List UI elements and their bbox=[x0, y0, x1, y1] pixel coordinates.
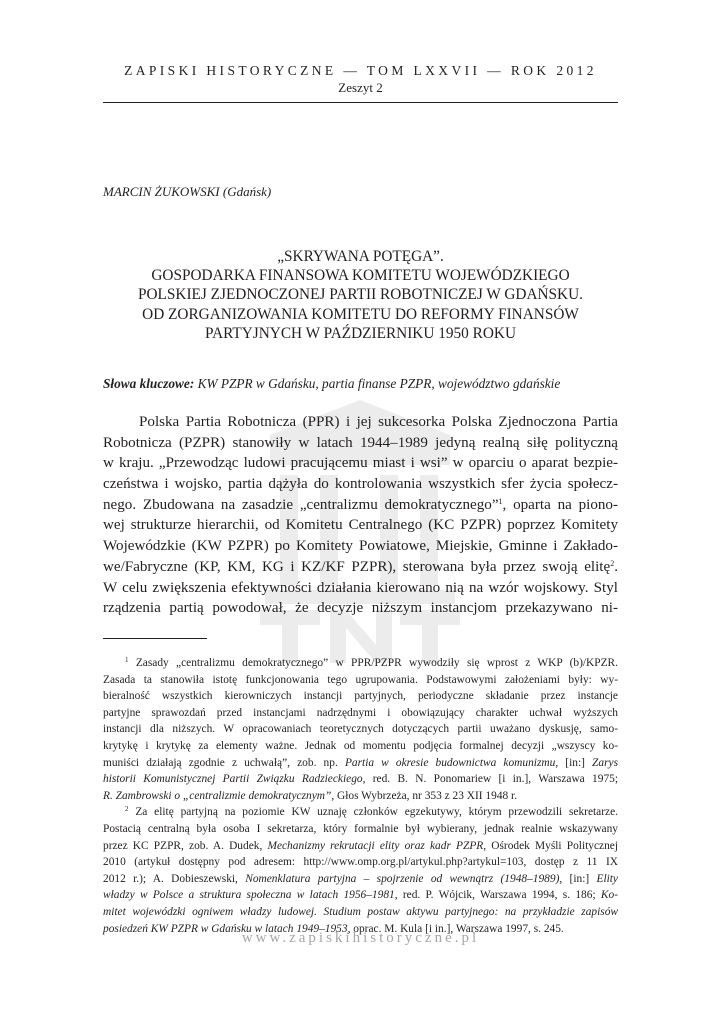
title-line: OD ZORGANIZOWANIA KOMITETU DO REFORMY FINANSÓW bbox=[142, 305, 579, 323]
footnote-2-marker: 2 bbox=[125, 805, 129, 814]
footnote-title: mitet wojewódzki ogniwem władzy ludowej. Studium postaw aktywu partyjnego: na przykładzie zapisów bbox=[103, 905, 618, 918]
footnote-1-line bbox=[103, 755, 618, 772]
footnote-1-line: bieralność wszystkich kierowniczych instancji partyjnych, periodyczne składanie przez instancje bbox=[103, 690, 618, 703]
footnote-title: Elity bbox=[596, 872, 618, 885]
footnote-title: Zarys bbox=[592, 756, 618, 769]
footnote-title: Partia w okresie budownictwa komunizmu bbox=[344, 756, 556, 769]
footnote-text: oprac. M. Kula [i in.], Warszawa 1997, s. 245. bbox=[350, 922, 564, 935]
footnote-2-line: 2010 (artykuł dostępny pod adresem: http://www.omp.org.pl/artykul.php?artykul=103, dostęp z 11 IX bbox=[103, 856, 618, 869]
keywords bbox=[103, 376, 618, 392]
footnote-2-line bbox=[103, 887, 618, 904]
body-line-tail: . bbox=[614, 558, 618, 575]
body-line: W celu zwiększenia efektywności działania kierowano nią na wzór wojskowy. Styl bbox=[103, 579, 618, 596]
body-line-text: we/Fabryczne (KP, KM, KG i KZ/KF PZPR), sterowana była przez swoją elitę bbox=[103, 558, 611, 575]
article-title bbox=[103, 247, 618, 343]
footnote-1-line: partyjne sprawozdań przed instancjami nadrzędnymi i obowiązujący charakter uchwał wyższych bbox=[103, 706, 618, 719]
title-line: GOSPODARKA FINANSOWA KOMITETU WOJEWÓDZKIEGO bbox=[151, 267, 570, 285]
body-line: wej strukturze hierarchii, od Komitetu Centralnego (KC PZPR) poprzez Komitety bbox=[103, 517, 618, 534]
body-line: rządzenia partią powodował, że decyzje niższym instancjom przekazywano ni- bbox=[103, 600, 618, 617]
footnote-text: Zasady „centralizmu demokratycznego” w PPR/PZPR wywodziły się wprost z WKP (b)/KPZR. bbox=[135, 657, 619, 669]
body-line bbox=[103, 557, 618, 578]
footnote-1-line: krytykę i krytykę za elementy ważne. Jednak od momentu podjęcia formalnej decyzji „wszyscy ko- bbox=[103, 739, 618, 752]
header-rule bbox=[103, 102, 618, 103]
footnote-1-line bbox=[103, 655, 618, 672]
footnote-1-marker: 1 bbox=[125, 656, 129, 664]
footnote-text: , red. P. Wójcik, Warszawa 1994, s. 186; bbox=[394, 889, 601, 902]
footnote-1-line bbox=[103, 771, 618, 788]
title-line: „SKRYWANA POTĘGA”. bbox=[277, 248, 444, 265]
body-line: Robotnicza (PZPR) stanowiły w latach 1944–1989 jedyną realną siłę polityczną bbox=[103, 434, 618, 451]
footnote-text: przez KC PZPR, zob. A. Dudek, bbox=[103, 839, 268, 852]
footnote-2-line: Postacią centralną była osoba I sekretarza, który formalnie był wybierany, jednak realnie wskazywany bbox=[103, 822, 618, 835]
body-line bbox=[103, 495, 618, 516]
footnote-2-line bbox=[103, 904, 618, 921]
body-line: Polska Partia Robotnicza (PPR) i jej sukcesorka Polska Zjednoczona Partia bbox=[139, 414, 618, 430]
footnote-text: muniści działają zgodnie z uchwałą”, zob. np. bbox=[103, 756, 345, 769]
journal-header: ZAPISKI HISTORYCZNE — TOM LXXVII — ROK 2012 bbox=[124, 63, 597, 78]
footnote-text: , [in:] bbox=[559, 872, 597, 885]
footnote-text: , Ośrodek Myśli Politycznej bbox=[483, 839, 618, 852]
footnote-text: , [in:] bbox=[555, 756, 593, 769]
footnote-2-line bbox=[103, 871, 618, 888]
footnotes bbox=[103, 655, 618, 937]
footnote-text: Za elitę partyjną na poziomie KW uznaję członków egzekutywy, którym przewodzili sekretarze. bbox=[135, 806, 618, 819]
footnote-1-line bbox=[103, 788, 618, 805]
footnote-title: Ko- bbox=[600, 889, 618, 902]
footnote-rule bbox=[103, 638, 207, 639]
footnote-title: Nomenklatura partyjna – spojrzenie od wewnątrz (1948–1989) bbox=[245, 872, 560, 885]
website-url[interactable]: www.zapiskihistoryczne.pl bbox=[241, 930, 480, 946]
body-line-text: nego. Zbudowana na zasadzie „centralizmu demokratycznego” bbox=[103, 496, 499, 513]
footnote-ref-1[interactable]: 1 bbox=[498, 496, 503, 506]
footnote-title: Mechanizmy rekrutacji elity oraz kadr PZPR bbox=[267, 839, 484, 852]
keywords-label: Słowa kluczowe: bbox=[103, 376, 195, 391]
footnote-ref-2[interactable]: 2 bbox=[610, 558, 615, 568]
footnote-1-line: Zasada ta stanowiła istotę funkcjonowania tego ugrupowania. Podstawowymi założeniami były: wy- bbox=[103, 673, 618, 686]
footnote-2-line bbox=[103, 804, 618, 821]
footnote-title: posiedzeń KW PZPR w Gdańsku w latach 1949–1953, bbox=[103, 922, 351, 935]
footnote-title: historii Komunistycznej Partii Związku Radzieckiego bbox=[103, 773, 363, 786]
title-line: PARTYJNYCH W PAŹDZIERNIKU 1950 ROKU bbox=[204, 324, 516, 342]
footnote-2-line bbox=[103, 838, 618, 855]
article-author: MARCIN ŻUKOWSKI (Gdańsk) bbox=[103, 184, 272, 199]
title-line: POLSKIEJ ZJEDNOCZONEJ PARTII ROBOTNICZEJ W GDAŃSKU. bbox=[138, 286, 583, 304]
footnote-title: władzy w Polsce a struktura społeczna w latach 1956–1981 bbox=[103, 889, 395, 902]
issue-number: Zeszyt 2 bbox=[338, 80, 383, 95]
footnote-1-line: instancji dla niższych. W opracowaniach teoretycznych dotyczących partii uważano dyskusję, samo- bbox=[103, 723, 618, 736]
keywords-text: KW PZPR w Gdańsku, partia finanse PZPR, województwo gdańskie bbox=[197, 376, 561, 391]
body-line-tail: , oparta na piono- bbox=[502, 496, 618, 513]
body-line: w kraju. „Przewodząc ludowi pracującemu miast i wsi” w oparciu o aparat bezpie- bbox=[103, 455, 618, 472]
footnote-text: 2012 r.); A. Dobieszewski, bbox=[103, 872, 246, 885]
footnote-text: , Głos Wybrzeża, nr 353 z 23 XII 1948 r. bbox=[331, 789, 518, 802]
footnote-title: R. Zambrowski o „centralizmie demokratycznym” bbox=[103, 789, 332, 802]
body-text bbox=[103, 412, 618, 619]
body-line: Wojewódzkie (KW PZPR) po Komitety Powiatowe, Miejskie, Gminne i Zakłado- bbox=[103, 538, 618, 555]
body-line: czeństwa i wojsko, partia dążyła do kontrolowania wszystkich sfer życia społecz- bbox=[103, 476, 618, 493]
footnote-text: , red. B. N. Ponomariew [i in.], Warszawa 1975; bbox=[362, 773, 618, 786]
